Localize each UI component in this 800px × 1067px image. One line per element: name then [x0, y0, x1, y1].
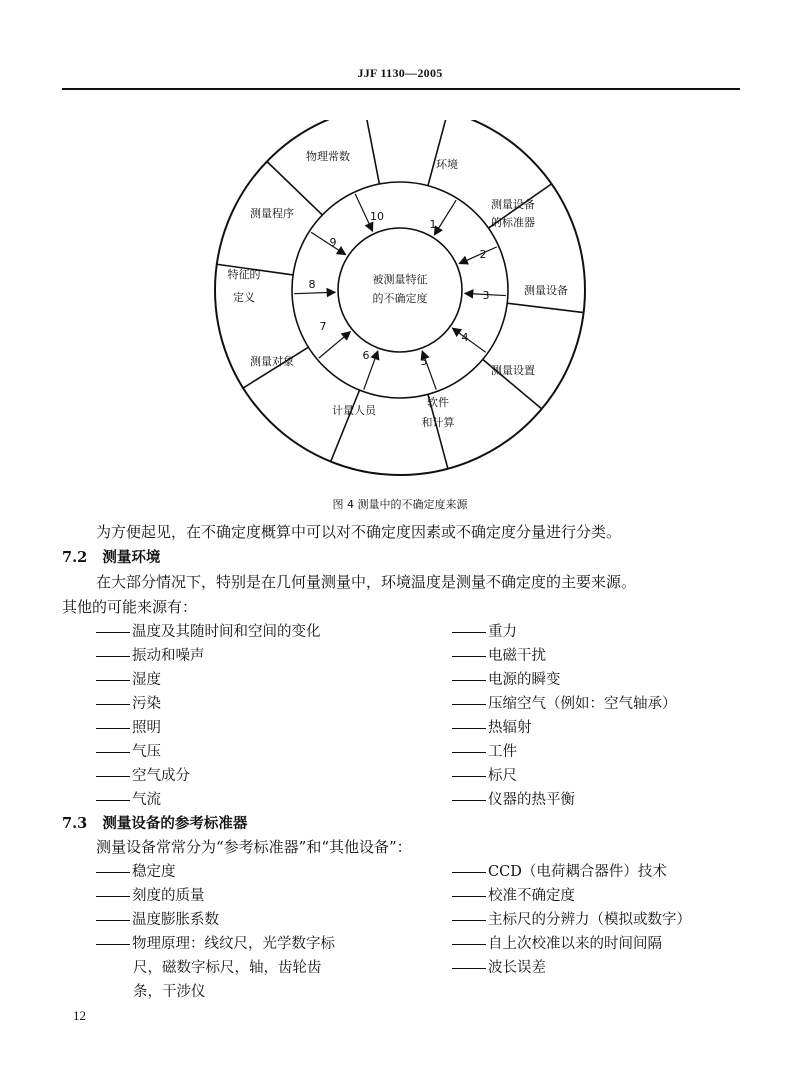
- list-item: [96, 788, 161, 809]
- dash-mark: [96, 872, 130, 873]
- list-item: [96, 620, 321, 641]
- sector-divider: [507, 303, 583, 312]
- page-number: 12: [73, 1008, 86, 1023]
- list-item-text: 温度膨胀系数: [132, 912, 219, 928]
- list-item-text: 气压: [132, 744, 161, 760]
- sector-divider: [331, 390, 360, 461]
- center-label-line1: 被测量特征: [372, 273, 428, 286]
- sector-measurement-setup: 测量设置: [491, 364, 535, 377]
- list-item-text: 湿度: [132, 672, 161, 688]
- list-item: [452, 932, 662, 953]
- dash-mark: [96, 728, 130, 729]
- list-item-text: 标尺: [488, 768, 517, 784]
- list-item: [96, 884, 205, 905]
- list-item: [452, 908, 691, 929]
- dash-mark: [452, 800, 486, 801]
- list-item: [452, 692, 677, 713]
- dash-mark: [452, 872, 486, 873]
- dash-mark: [96, 632, 130, 633]
- sector-environment: 环境: [436, 158, 458, 171]
- list-item: [452, 860, 667, 881]
- list-item: [96, 692, 161, 713]
- arrow-1: [434, 200, 456, 235]
- dash-mark: [452, 680, 486, 681]
- dash-mark: [452, 896, 486, 897]
- list-item: [452, 668, 561, 689]
- arrow-number-7: 7: [319, 320, 327, 333]
- section-7-2-title: 测量环境: [102, 549, 161, 566]
- list-item-text: 污染: [132, 696, 161, 712]
- section-7-2-para-line2: 其他的可能来源有：: [62, 598, 198, 616]
- intro-paragraph: 为方便起见，在不确定度概算中可以对不确定度因素或不确定度分量进行分类。: [96, 523, 622, 541]
- dash-mark: [452, 752, 486, 753]
- uncertainty-sources-diagram: [200, 120, 600, 490]
- section-7-3-title: 测量设备的参考标准器: [102, 815, 248, 832]
- dash-mark: [96, 776, 130, 777]
- section-7-3-para: 测量设备常常分为“参考标准器”和“其他设备”：: [96, 838, 412, 856]
- list-item: [452, 740, 517, 761]
- list-item: [96, 764, 190, 785]
- arrow-number-4: 4: [461, 331, 469, 344]
- list-item-continuation: 尺，磁数字标尺，轴，齿轮齿: [133, 960, 322, 976]
- arrow-4: [453, 328, 486, 352]
- list-item-text: 波长误差: [488, 960, 546, 976]
- arrow-number-3: 3: [482, 289, 490, 302]
- list-item: [96, 908, 219, 929]
- sector-definition-line1: 特征的: [227, 268, 261, 281]
- dash-mark: [452, 728, 486, 729]
- list-item-text: 照明: [132, 720, 161, 736]
- sector-operator: 计量人员: [332, 404, 376, 417]
- sector-software-line1: 软件: [427, 396, 449, 409]
- sector-reference-standard-line2: 的标准器: [491, 216, 535, 229]
- list-item-text: 自上次校准以来的时间间隔: [488, 936, 662, 952]
- sector-divider: [365, 120, 380, 184]
- arrow-9: [311, 232, 345, 254]
- list-item: [452, 884, 575, 905]
- list-item-text: 物理原理：线纹尺，光学数字标: [132, 936, 335, 952]
- arrow-number-2: 2: [479, 248, 487, 261]
- list-item: [96, 668, 161, 689]
- inner-circle: [338, 228, 462, 352]
- dash-mark: [452, 704, 486, 705]
- dash-mark: [96, 896, 130, 897]
- list-item: [96, 740, 161, 761]
- dash-mark: [96, 944, 130, 945]
- section-7-3-heading: [62, 812, 247, 833]
- list-item-text: 气流: [132, 792, 161, 808]
- arrow-number-8: 8: [308, 278, 316, 291]
- dash-mark: [452, 656, 486, 657]
- list-item-text: 工件: [488, 744, 517, 760]
- middle-ring: [292, 182, 508, 398]
- arrow-7: [319, 332, 350, 358]
- dash-mark: [452, 632, 486, 633]
- header-rule: [62, 88, 740, 90]
- dash-mark: [452, 776, 486, 777]
- list-item: [96, 932, 335, 953]
- list-item: [452, 644, 546, 665]
- section-7-2-para-line1: 在大部分情况下，特别是在几何量测量中，环境温度是测量不确定度的主要来源。: [96, 573, 637, 591]
- dash-mark: [96, 752, 130, 753]
- list-item: [452, 956, 546, 977]
- list-item-text: CCD（电荷耦合器件）技术: [488, 864, 667, 880]
- list-item: [452, 788, 575, 809]
- section-7-2-number: 7.2: [62, 549, 88, 566]
- list-item-text: 温度及其随时间和空间的变化: [132, 624, 321, 640]
- sector-workpiece: 测量对象: [250, 355, 294, 368]
- list-item: [452, 716, 532, 737]
- sector-physical-constants: 物理常数: [306, 150, 350, 163]
- list-item-text: 主标尺的分辨力（模拟或数字）: [488, 912, 691, 928]
- list-item-text: 电源的瞬变: [488, 672, 561, 688]
- arrow-number-5: 5: [420, 355, 428, 368]
- list-item-text: 电磁干扰: [488, 648, 546, 664]
- dash-mark: [96, 920, 130, 921]
- arrow-8: [294, 292, 335, 293]
- document-code: JJF 1130—2005: [357, 66, 443, 80]
- arrow-number-1: 1: [429, 218, 437, 231]
- sector-divider: [428, 120, 448, 186]
- dash-mark: [452, 920, 486, 921]
- list-item-text: 压缩空气（例如：空气轴承）: [488, 696, 677, 712]
- list-item-continuation: 条，干涉仪: [133, 984, 206, 1000]
- sector-procedure: 测量程序: [250, 207, 294, 220]
- dash-mark: [96, 800, 130, 801]
- dash-mark: [96, 680, 130, 681]
- section-7-2-heading: [62, 546, 160, 567]
- list-item-text: 振动和噪声: [132, 648, 205, 664]
- sector-measuring-equipment: 测量设备: [524, 284, 568, 297]
- figure-caption: 图 4 测量中的不确定度来源: [332, 498, 468, 511]
- list-item-text: 校准不确定度: [488, 888, 575, 904]
- list-item: [96, 860, 176, 881]
- list-item-text: 刻度的质量: [132, 888, 205, 904]
- dash-mark: [452, 968, 486, 969]
- arrow-number-9: 9: [329, 236, 337, 249]
- list-item-text: 重力: [488, 624, 517, 640]
- sector-definition-line2: 定义: [233, 291, 255, 304]
- list-item: [96, 716, 161, 737]
- list-item: [452, 620, 517, 641]
- arrow-number-10: 10: [370, 210, 384, 223]
- list-item-text: 空气成分: [132, 768, 190, 784]
- list-item: [96, 644, 205, 665]
- sector-software-line2: 和计算: [421, 416, 455, 429]
- dash-mark: [96, 656, 130, 657]
- list-item-text: 热辐射: [488, 720, 532, 736]
- sector-reference-standard-line1: 测量设备: [491, 198, 535, 211]
- section-7-3-number: 7.3: [62, 815, 88, 832]
- list-item: [452, 764, 517, 785]
- center-label-line2: 的不确定度: [372, 292, 428, 305]
- dash-mark: [452, 944, 486, 945]
- list-item-text: 仪器的热平衡: [488, 792, 575, 808]
- dash-mark: [96, 704, 130, 705]
- list-item-text: 稳定度: [132, 864, 176, 880]
- arrow-number-6: 6: [362, 349, 370, 362]
- arrow-2: [459, 247, 496, 264]
